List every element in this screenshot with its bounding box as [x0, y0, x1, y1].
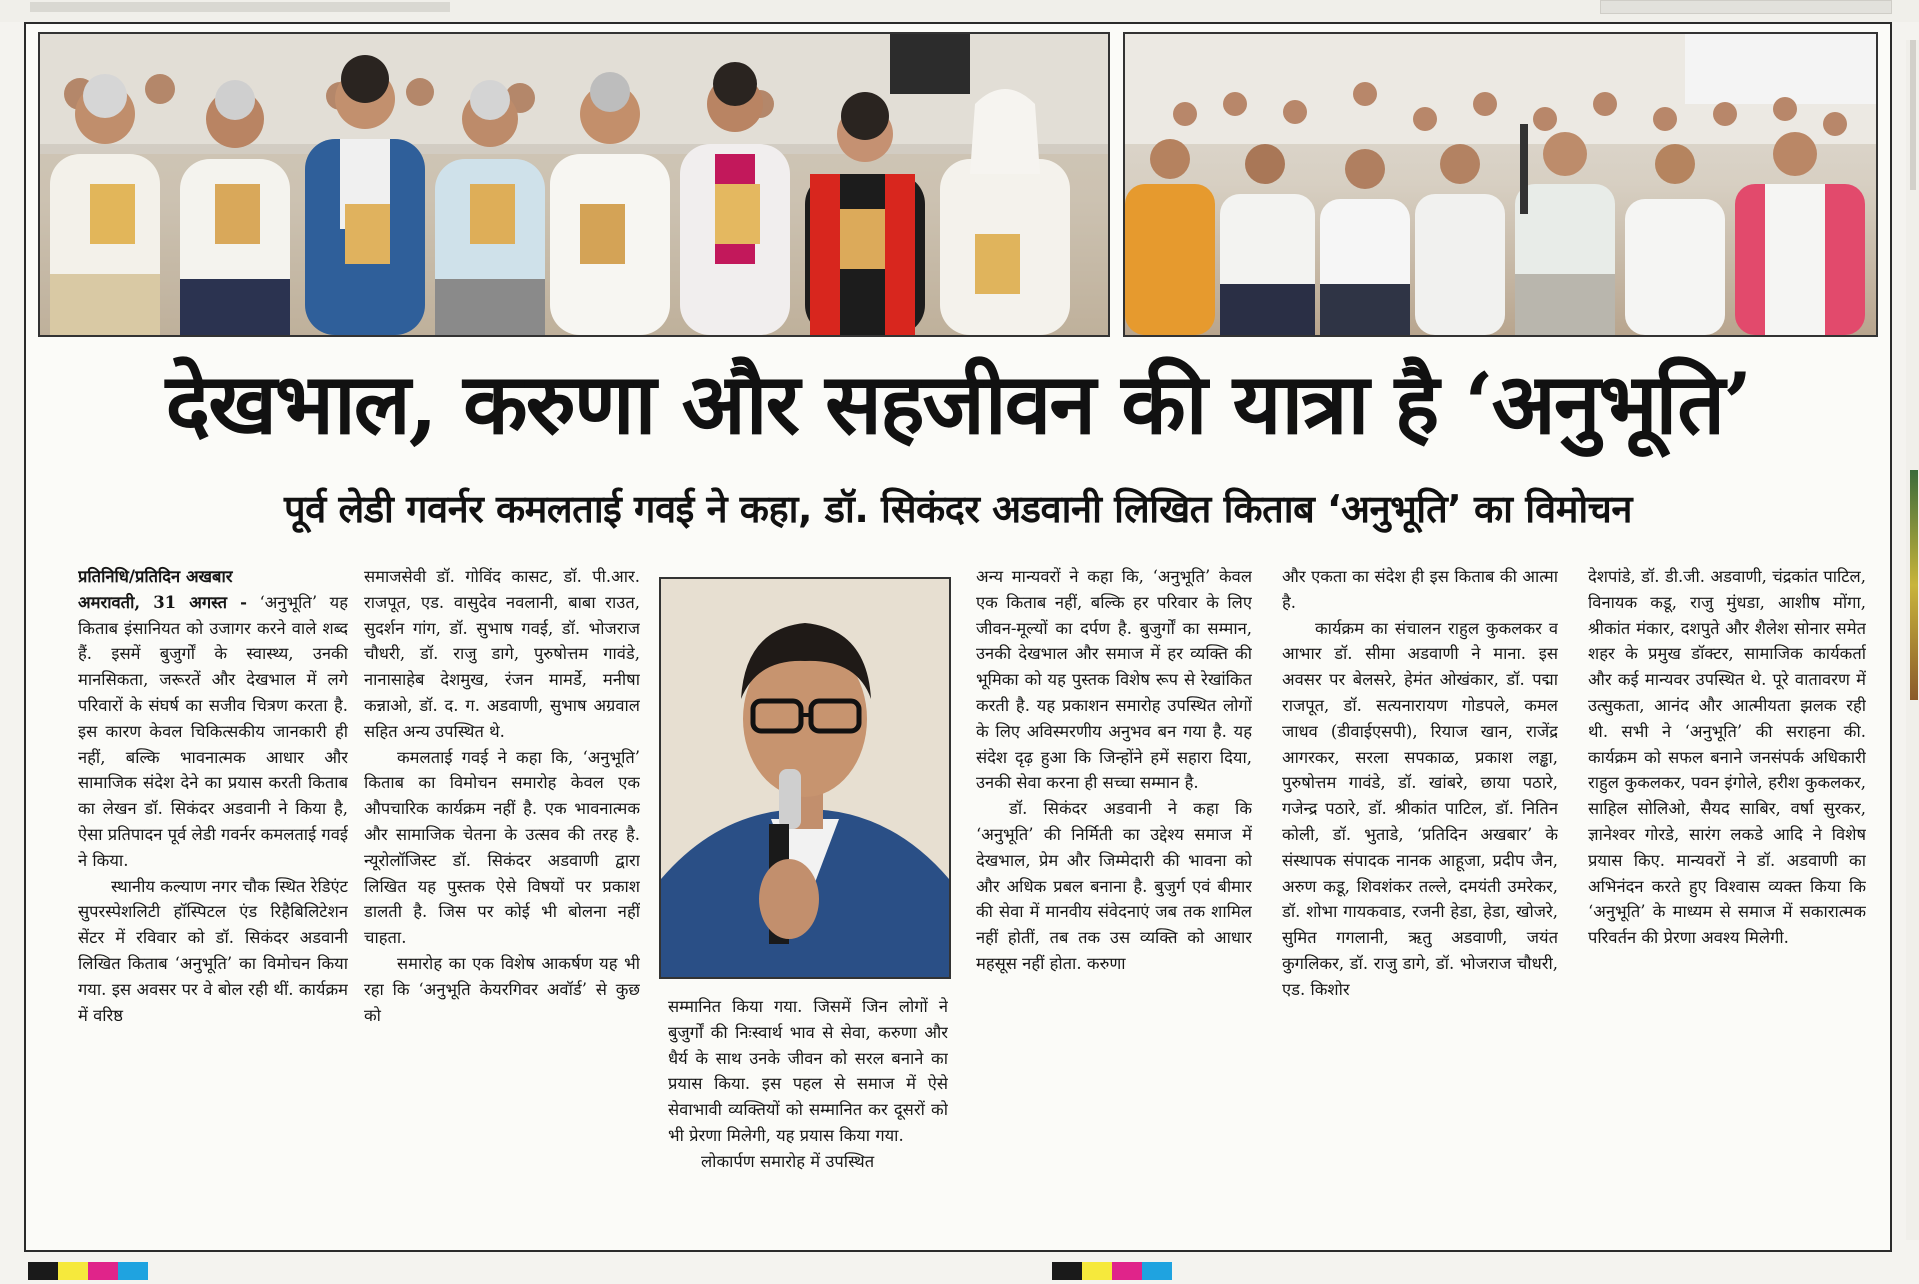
registration-swatch: [1142, 1262, 1172, 1280]
newspaper-article: [24, 22, 1892, 1252]
faded-header-box: [1600, 0, 1892, 14]
adjacent-page-edge: [1906, 40, 1919, 1240]
registration-swatch: [1082, 1262, 1112, 1280]
registration-color-bar-left: [28, 1262, 148, 1280]
paragraph-5: समारोह का एक विशेष आकर्षण यह भी रहा कि ‘अनुभूति केयरगिवर अवॉर्ड’ से कुछ को: [364, 953, 640, 1025]
paragraph-11: कार्यक्रम का संचालन राहुल कुकलकर व आभार डॉ. सीमा अडवाणी ने माना. इस अवसर पर बेलसरे, हेमंत ओखंकार, डॉ. पद्मा राजपूत, डॉ. सत्यनारायण गोडपले, कमल जाधव (डीवाईएसपी), रियाज खान, राजेंद्र आगरकर, सरला सपकाळ, प्रकाश लड्ढा, पुरुषोत्तम गावंडे, डॉ. खांबरे, छाया पठारे, गजेन्द्र पठारे, डॉ. श्रीकांत पाटिल, डॉ. नितिन कोली, डॉ. भुताडे, ‘प्रतिदिन अखबार’ के संस्थापक संपादक नानक आहूजा, प्रदीप जैन, अरुण कडू, शिवशंकर तल्ले, दमयंती उमरेकर, डॉ. शोभा गायकवाड, रजनी हेडा, हेडा, खोजरे, सुमित गगलानी, ऋतु अडवाणी, जयंत कुगलिकर, डॉ. राजु डागे, डॉ. भोजराज चौधरी, एड. किशोर: [1282, 618, 1558, 999]
article-column-2: [364, 564, 640, 1254]
book-launch-group-photo: [38, 32, 1110, 337]
registration-color-bar-right: [1052, 1262, 1172, 1280]
article-column-6: [1588, 564, 1866, 1254]
article-column-5: [1282, 564, 1558, 1254]
article-column-4: [976, 564, 1252, 1254]
paragraph-4: कमलताई गवई ने कहा कि, ‘अनुभूति’ किताब का विमोचन समारोह केवल एक औपचारिक कार्यक्रम नहीं है. एक भावनात्मक और सामाजिक चेतना के उत्सव की तरह है. न्यूरोलॉजिस्ट डॉ. सिकंदर अडवाणी द्वारा लिखित यह पुस्तक ऐसे विषयों पर प्रकाश डालती है. जिस पर कोई भी बोलना नहीं चाहता.: [364, 747, 640, 948]
headline: देखभाल, करुणा और सहजीवन की यात्रा है ‘अनुभूति’: [165, 354, 1751, 453]
book-launch-illustration: [40, 34, 1108, 335]
byline: प्रतिनिधि/प्रतिदिन अखबार: [78, 567, 233, 586]
article-column-1: [78, 564, 348, 1254]
registration-swatch: [88, 1262, 118, 1280]
paragraph-2: स्थानीय कल्याण नगर चौक स्थित रेडिएंट सुपरस्पेशलिटी हॉस्पिटल एंड रिहैबिलिटेशन सेंटर में रविवार को डॉ. सिकंदर अडवानी लिखित किताब ‘अनुभूति’ का विमोचन किया गया. इस अवसर पर वे बोल रही थीं. कार्यक्रम में वरिष्ठ: [78, 876, 348, 1025]
registration-swatch: [1112, 1262, 1142, 1280]
top-page-strip: [0, 0, 1919, 22]
paragraph-9: डॉ. सिकंदर अडवानी ने कहा कि ‘अनुभूति’ की निर्मिती का उद्देश्य समाज में देखभाल, प्रेम और जिम्मेदारी की भावना को और अधिक प्रबल बनाना है. बुजुर्ग एवं बीमार की सेवा में मानवीय संवेदनाएं जब तक शामिल नहीं होतीं, तब तक उस व्यक्ति को आधार महसूस नहीं होता. करुणा: [976, 799, 1252, 973]
registration-swatch: [1052, 1262, 1082, 1280]
author-portrait-photo: [659, 577, 951, 979]
faded-header-text: [30, 2, 450, 12]
registration-swatch: [118, 1262, 148, 1280]
subheadline: पूर्व लेडी गवर्नर कमलताई गवई ने कहा, डॉ. सिकंदर अडवानी लिखित किताब ‘अनुभूति’ का विमोचन: [284, 487, 1632, 531]
registration-swatch: [28, 1262, 58, 1280]
audience-illustration: [1125, 34, 1876, 335]
paragraph-7: लोकार्पण समारोह में उपस्थित: [701, 1151, 875, 1171]
paragraph-3: समाजसेवी डॉ. गोविंद कासट, डॉ. पी.आर. राजपूत, एड. वासुदेव नवलानी, बाबा राउत, सुदर्शन गांग, डॉ. सुभाष गवई, डॉ. भोजराज चौधरी, डॉ. राजु डागे, पुरुषोत्तम गावंडे, नानासाहेब देशमुख, रंजन मामर्डे, मनीषा कन्नाओ, डॉ. द. ग. अडवाणी, सुभाष अग्रवाल सहित अन्य उपस्थित थे.: [364, 567, 640, 741]
paragraph-1: ‘अनुभूति’ यह किताब इंसानियत को उजागर करने वाले शब्द हैं. इसमें बुजुर्गों के स्वास्थ्य, उनकी मानसिकता, जरूरतें और देखभाल में लगे परिवारों के संघर्ष का सजीव चित्रण करता है. इस कारण केवल चिकित्सकीय जानकारी ही नहीं, बल्कि भावनात्मक आधार और सामाजिक संदेश देने का प्रयास करती किताब का लेखन डॉ. सिकंदर अडवानी ने किया है, ऐसा प्रतिपादन पूर्व लेडी गवर्नर कमलताई गवई ने किया.: [78, 592, 348, 870]
dateline: अमरावती, 31 अगस्त -: [78, 592, 247, 612]
audience-photo: [1123, 32, 1878, 337]
paragraph-12: देशपांडे, डॉ. डी.जी. अडवाणी, चंद्रकांत पाटिल, विनायक कडू, राजु मुंधडा, आशीष मोंगा, श्रीकांत मंकार, दशपुते और शैलेश सोनार समेत शहर के प्रमुख डॉक्टर, सामाजिक कार्यकर्ता और कई मान्यवर उपस्थित थे. पूरे वातावरण में उत्सुकता, आनंद और आत्मीयता झलक रही थी. सभी ने ‘अनुभूति’ की सराहना की. कार्यक्रम को सफल बनाने जनसंपर्क अधिकारी राहुल कुकलकर, पवन इंगोले, हरीश कुकलकर, साहिल सोलिओ, सैयद साबिर, वर्षा सुरकर, ज्ञानेश्वर गोरडे, सारंग लकडे आदि ने विशेष प्रयास किए. मान्यवरों ने डॉ. अडवाणी का अभिनंदन करते हुए विश्वास व्यक्त किया कि ‘अनुभूति’ के माध्यम से समाज में सकारात्मक परिवर्तन की प्रेरणा अवश्य मिलेगी.: [1588, 567, 1866, 948]
article-column-3: [668, 994, 948, 1249]
paragraph-8: अन्य मान्यवरों ने कहा कि, ‘अनुभूति’ केवल एक किताब नहीं, बल्कि हर परिवार के लिए जीवन-मूल्यों का दर्पण है. बुजुर्गों का सम्मान, उनकी देखभाल और समाज में हर व्यक्ति की भूमिका को यह पुस्तक विशेष रूप से रेखांकित करती है. यह प्रकाशन समारोह उपस्थित लोगों के लिए अविस्मरणीय अनुभव बन गया है. यह संदेश दृढ़ हुआ कि जिन्होंने हमें सहारा दिया, उनकी सेवा करना ही सच्चा सम्मान है.: [976, 567, 1252, 793]
adjacent-page-text: [1910, 40, 1916, 190]
registration-swatch: [58, 1262, 88, 1280]
adjacent-page-image: [1910, 470, 1918, 700]
author-portrait-illustration: [661, 579, 949, 977]
paragraph-10: और एकता का संदेश ही इस किताब की आत्मा है.: [1282, 567, 1558, 612]
paragraph-6: सम्मानित किया गया. जिसमें जिन लोगों ने बुजुर्गों की निःस्वार्थ भाव से सेवा, करुणा और धैर्य के साथ उनके जीवन को सरल बनाने का प्रयास किया. इस पहल से समाज में ऐसे सेवाभावी व्यक्तियों को सम्मानित कर दूसरों को भी प्रेरणा मिलेगी, यह प्रयास किया गया.: [668, 997, 948, 1145]
